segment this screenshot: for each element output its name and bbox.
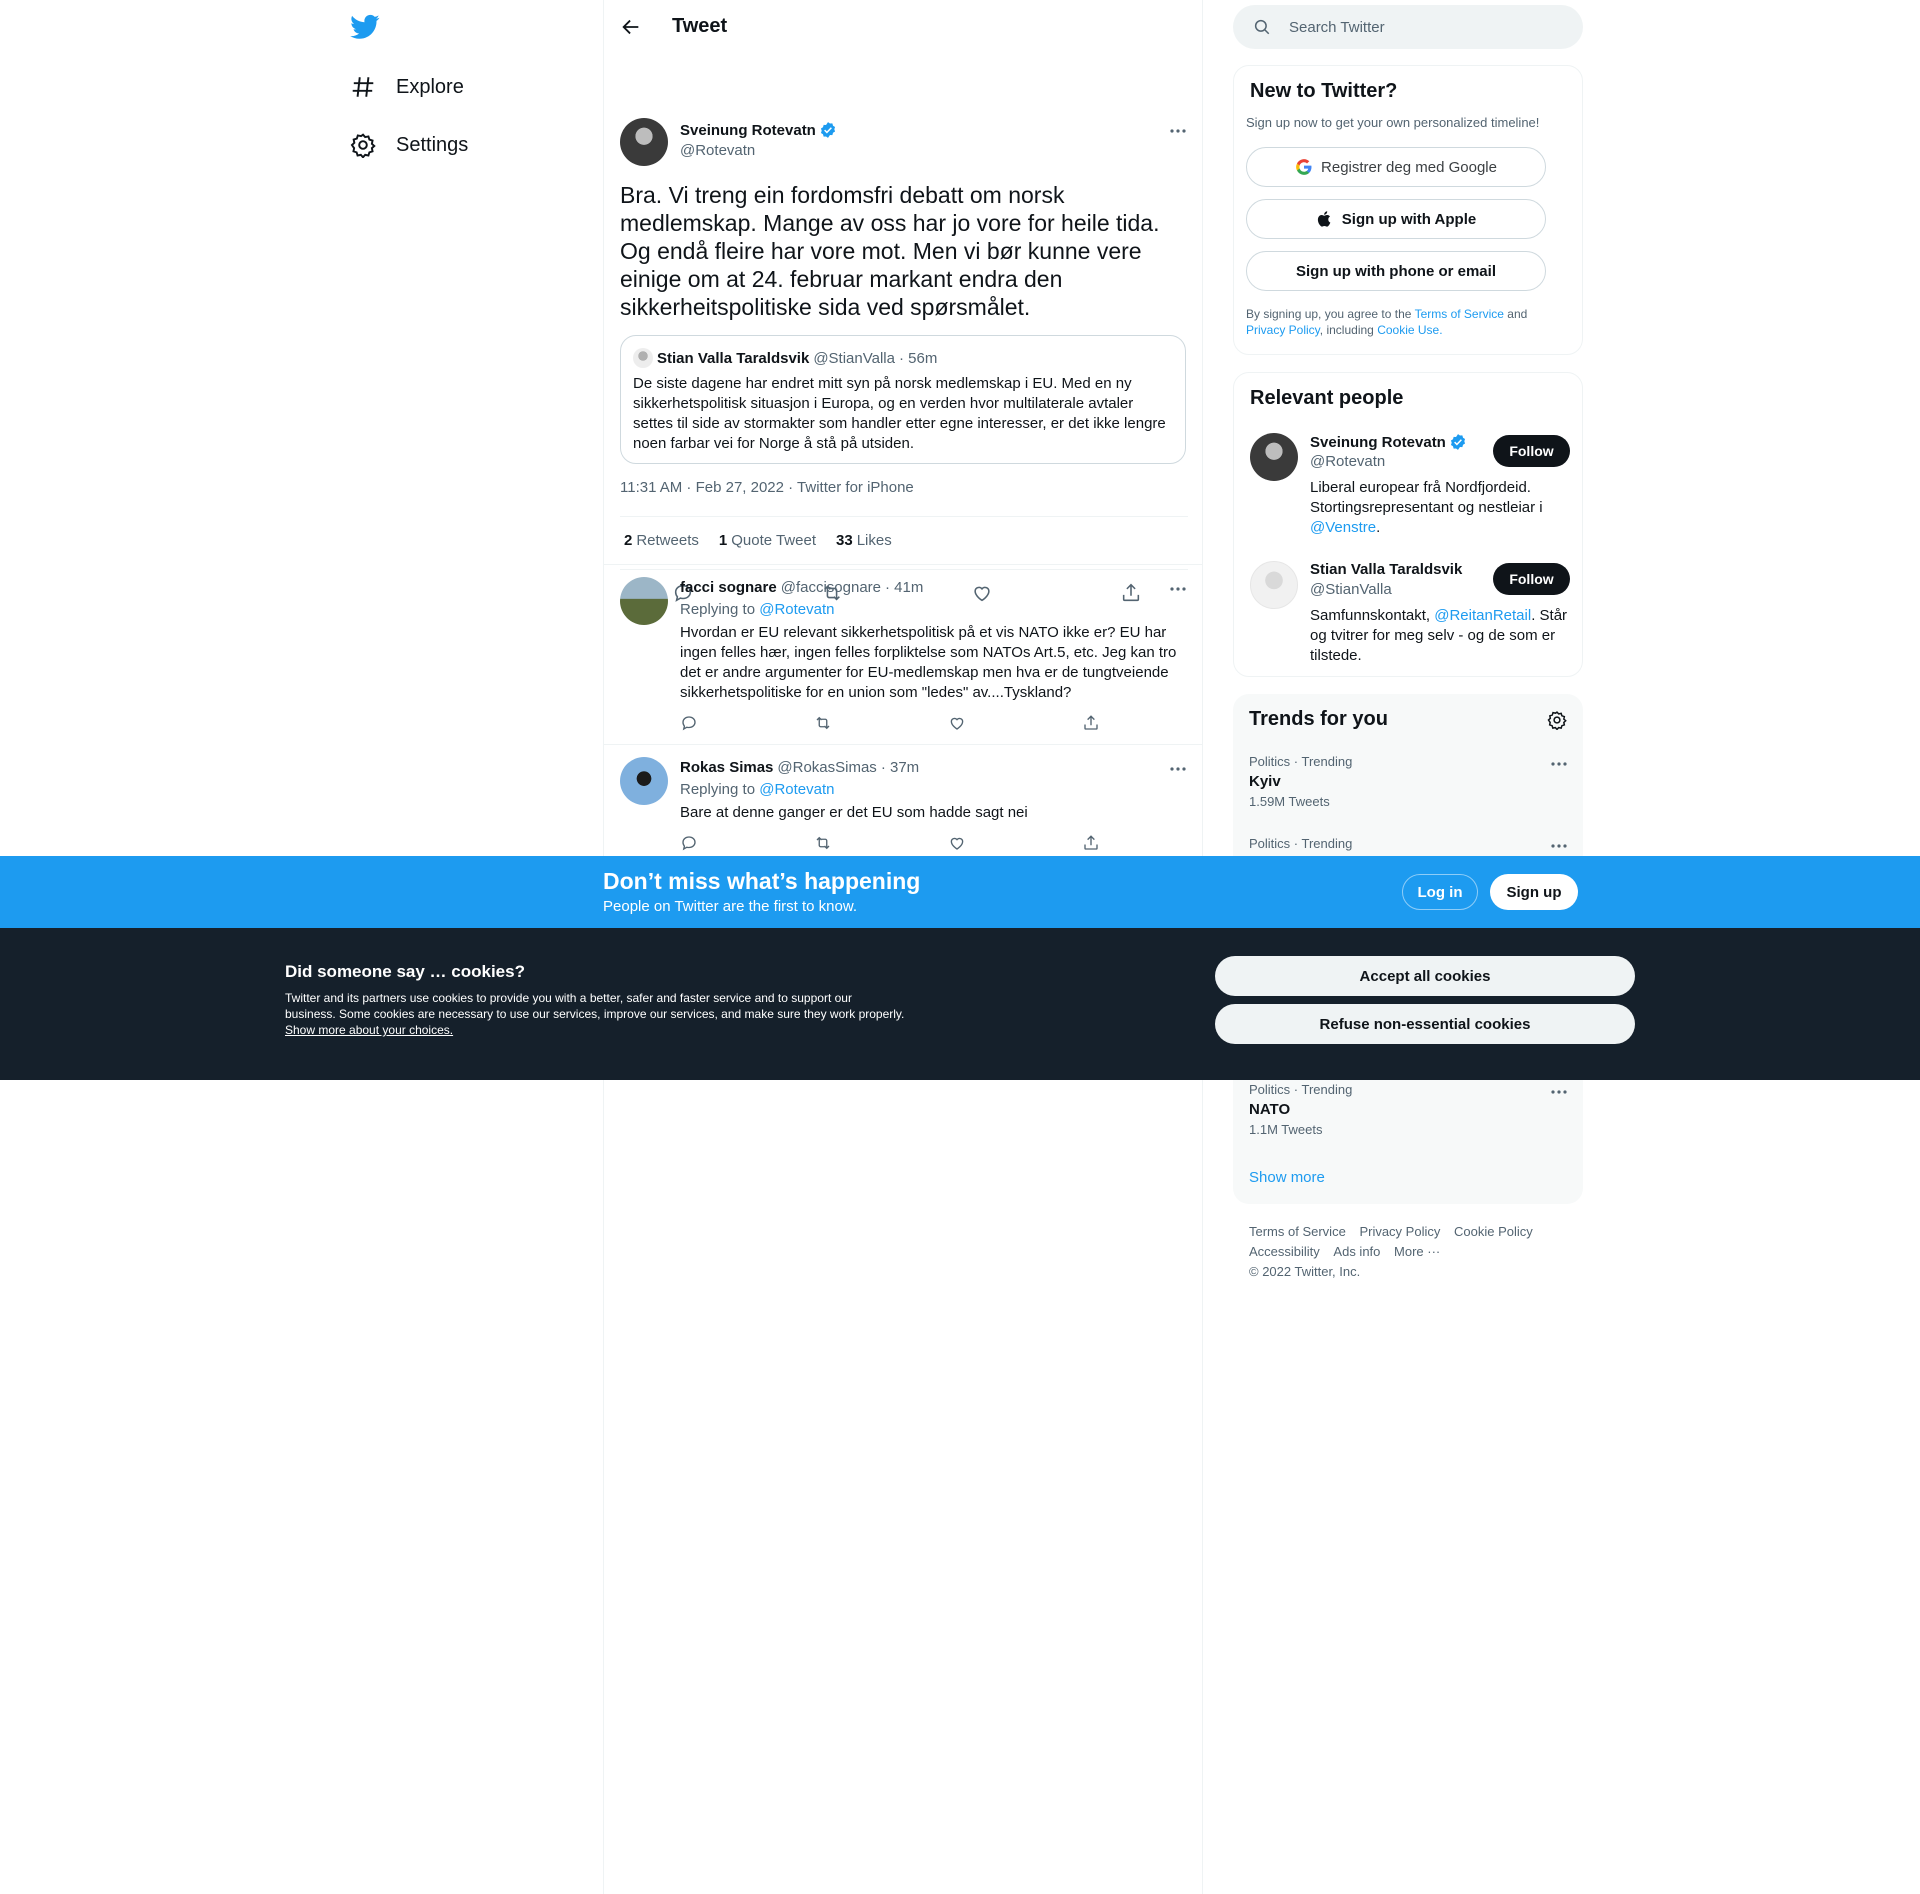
more-options-icon[interactable] (1549, 836, 1569, 856)
show-more-link[interactable]: Show more (1249, 1169, 1325, 1186)
trend-name: NATO (1249, 1101, 1291, 1118)
more-options-icon[interactable] (1168, 759, 1188, 779)
signup-subtitle: Sign up now to get your own personalized timeline! (1246, 115, 1540, 130)
verified-badge-icon (1449, 433, 1467, 451)
cookie-title: Did someone say … cookies? (285, 962, 525, 981)
person-card[interactable] (1250, 433, 1570, 543)
more-options-icon[interactable] (1549, 754, 1569, 774)
more-options-icon[interactable] (1168, 579, 1188, 599)
trend-meta: Politics · Trending (1249, 754, 1353, 769)
bio-mention-link[interactable]: @Venstre (1310, 519, 1377, 536)
page-title: Tweet (672, 15, 728, 37)
accept-cookies-button[interactable]: Accept all cookies (1215, 956, 1635, 996)
retweet-icon[interactable] (814, 714, 832, 732)
phone-email-signup-button[interactable] (1246, 251, 1546, 291)
reply-header (680, 579, 923, 596)
tweet-text: Bra. Vi treng ein fordomsfri debatt om norsk medlemskap. Mange av oss har jo vore for heile tida. Og endå fleire har vore mot. Men vi bør kunne vere einige om at 24. februar markant endra den sikkerheitspolitiske sida ved spørsmålet. (620, 182, 1160, 320)
person-name[interactable]: Sveinung Rotevatn (1310, 433, 1467, 451)
avatar (633, 348, 653, 368)
relevant-people-panel (1233, 372, 1583, 677)
reply-author-handle[interactable]: @faccisognare (780, 579, 881, 596)
follow-button[interactable]: Follow (1493, 563, 1570, 595)
person-card[interactable] (1250, 561, 1570, 671)
person-handle[interactable]: @StianValla (1310, 581, 1392, 598)
reply-text: Hvordan er EU relevant sikkerhetspolitisk på et vis NATO ikke er? EU har ingen felles hær, ingen felles forpliktelse som NATOs Art.5, etc. Jeg kan tro det er andre argumenter for EU-medlemskap men hva er de tungtveiende sikkerhetspolitiske for en union som "ledes" av....Tyskland? (680, 624, 1177, 701)
reply-time[interactable]: · 41m (885, 579, 924, 596)
login-banner (0, 856, 1920, 928)
reply-tweet[interactable] (604, 565, 1202, 745)
verified-badge-icon (819, 121, 837, 139)
retweet-icon[interactable] (814, 834, 832, 852)
reply-time[interactable]: · 37m (880, 759, 920, 776)
trend-item[interactable] (1249, 1082, 1569, 1137)
person-bio: Samfunnskontakt, @ReitanRetail. Står og tvitrer for meg selv - og de som er tilstede. (1310, 607, 1568, 664)
quoted-author-handle: @StianValla (813, 349, 895, 367)
reply-actions (680, 714, 1100, 732)
trend-item[interactable] (1249, 836, 1569, 851)
back-arrow-icon[interactable] (620, 16, 642, 38)
avatar[interactable] (620, 577, 668, 625)
nav-item-explore[interactable] (350, 67, 464, 107)
reply-icon[interactable] (680, 834, 698, 852)
trends-title: Trends for you (1249, 708, 1388, 730)
trend-count: 1.59M Tweets (1249, 794, 1330, 809)
gear-icon[interactable] (1547, 710, 1567, 730)
author-name-text: Sveinung Rotevatn (680, 121, 816, 139)
replying-to-link[interactable]: @Rotevatn (759, 601, 835, 618)
quote-tweets-stat[interactable]: 1 Quote Tweet (718, 532, 816, 549)
share-icon[interactable] (1082, 714, 1100, 732)
hashtag-icon (350, 74, 376, 100)
reply-actions (680, 834, 1100, 852)
bio-mention-link[interactable]: @ReitanRetail (1434, 607, 1532, 624)
relevant-people-title: Relevant people (1250, 387, 1404, 409)
column-header (604, 0, 1202, 53)
avatar[interactable] (1250, 561, 1298, 609)
footer-more-link[interactable]: More ··· (1394, 1244, 1441, 1259)
reply-tweet[interactable] (604, 745, 1202, 865)
copyright: © 2022 Twitter, Inc. (1249, 1264, 1361, 1279)
apple-signup-button[interactable] (1246, 199, 1546, 239)
footer-link[interactable]: Cookie Policy (1453, 1224, 1533, 1239)
quoted-tweet-text: De siste dagene har endret mitt syn på norsk medlemskap i EU. Med en ny sikkerhetspolitisk situasjon i Europa, og en verden hvor multilaterale avtaler settes til side av stormakter som handler etter egne interesser, er det ikke lengre noen farbar vei for Norge å stå på utsiden. (633, 375, 1166, 452)
person-bio: Liberal europear frå Nordfjordeid. Stortingsrepresentant og nestleiar i @Venstre. (1310, 479, 1543, 536)
twitter-bird-icon[interactable] (350, 12, 380, 42)
reply-author-handle[interactable]: @RokasSimas (777, 759, 877, 776)
reply-header (680, 759, 919, 776)
author-handle[interactable]: @Rotevatn (680, 142, 756, 159)
banner-subtitle: People on Twitter are the first to know. (603, 898, 858, 915)
apple-signup-label: Sign up with Apple (1341, 210, 1477, 228)
like-icon[interactable] (948, 714, 966, 732)
footer (1249, 1222, 1569, 1282)
cookie-text: Twitter and its partners use cookies to provide you with a better, safer and faster service and to support our business. Some cookies are necessary to use our services, improve our services, and make sure they work properly. Show more about your choices. (285, 991, 905, 1037)
cookie-choices-link[interactable]: Show more about your choices. (285, 1023, 454, 1037)
likes-stat[interactable]: 33 Likes (836, 532, 892, 549)
divider (620, 516, 1188, 517)
trend-item[interactable] (1249, 754, 1569, 809)
signup-button[interactable]: Sign up (1490, 874, 1578, 910)
more-options-icon[interactable] (1168, 121, 1188, 141)
google-signup-button[interactable] (1246, 147, 1546, 187)
apple-icon (1316, 210, 1334, 228)
login-button[interactable]: Log in (1402, 874, 1478, 910)
cookie-use-link[interactable]: Cookie Use. (1377, 323, 1443, 337)
refuse-cookies-button[interactable]: Refuse non-essential cookies (1215, 1004, 1635, 1044)
avatar[interactable] (620, 118, 668, 166)
trend-meta: Politics · Trending (1249, 836, 1353, 851)
search-placeholder: Search Twitter (1289, 18, 1385, 36)
banner-title: Don’t miss what’s happening (603, 868, 921, 894)
search-icon (1253, 18, 1271, 36)
replying-to: Replying to @Rotevatn (680, 781, 835, 798)
follow-button[interactable]: Follow (1493, 435, 1570, 467)
person-name[interactable]: Stian Valla Taraldsvik (1310, 561, 1463, 578)
footer-link[interactable]: Accessibility (1249, 1244, 1320, 1259)
phone-email-signup-label: Sign up with phone or email (1295, 262, 1496, 280)
retweets-stat[interactable]: 2 Retweets (624, 532, 699, 549)
nav-item-label: Explore (396, 75, 464, 98)
google-icon (1295, 158, 1313, 176)
quoted-tweet[interactable] (620, 335, 1186, 464)
replying-to: Replying to @Rotevatn (680, 601, 835, 618)
more-options-icon[interactable] (1549, 1082, 1569, 1102)
gear-icon (350, 132, 376, 158)
reply-author-name[interactable]: Rokas Simas (680, 759, 774, 776)
reply-icon[interactable] (680, 714, 698, 732)
tweet-timestamp[interactable]: 11:31 AM · Feb 27, 2022 · Twitter for iPhone (620, 479, 914, 496)
footer-link[interactable]: Ads info (1333, 1244, 1381, 1259)
reply-text: Bare at denne ganger er det EU som hadde sagt nei (680, 804, 1028, 821)
nav-item-label: Settings (396, 133, 469, 156)
privacy-link[interactable]: Privacy Policy (1246, 323, 1320, 337)
person-handle[interactable]: @Rotevatn (1310, 453, 1386, 470)
trend-name: Kyiv (1249, 773, 1281, 790)
author-name[interactable] (680, 121, 837, 139)
quoted-tweet-header (633, 348, 1173, 368)
quoted-time: · 56m (898, 349, 938, 367)
terms-link[interactable]: Terms of Service (1414, 307, 1504, 321)
google-signup-label: Registrer deg med Google (1321, 158, 1497, 176)
reply-author-name[interactable]: facci sognare (680, 579, 777, 596)
signup-title: New to Twitter? (1250, 80, 1398, 102)
like-icon[interactable] (948, 834, 966, 852)
footer-link[interactable]: Privacy Policy (1359, 1224, 1441, 1239)
tweet-stats (624, 532, 892, 549)
share-icon[interactable] (1082, 834, 1100, 852)
signup-legal-text: By signing up, you agree to the Terms of Service and Privacy Policy, including Cookie Use. (1246, 307, 1528, 337)
nav-item-settings[interactable] (350, 125, 468, 165)
footer-link[interactable]: Terms of Service (1249, 1224, 1346, 1239)
replying-to-link[interactable]: @Rotevatn (759, 781, 835, 798)
quoted-author-name: Stian Valla Taraldsvik (657, 349, 810, 367)
signup-panel (1233, 65, 1583, 355)
trend-count: 1.1M Tweets (1249, 1122, 1323, 1137)
avatar[interactable] (1250, 433, 1298, 481)
search-input[interactable] (1233, 5, 1583, 49)
avatar[interactable] (620, 757, 668, 805)
cookie-consent-bar (0, 928, 1920, 1080)
trend-meta: Politics · Trending (1249, 1082, 1353, 1097)
